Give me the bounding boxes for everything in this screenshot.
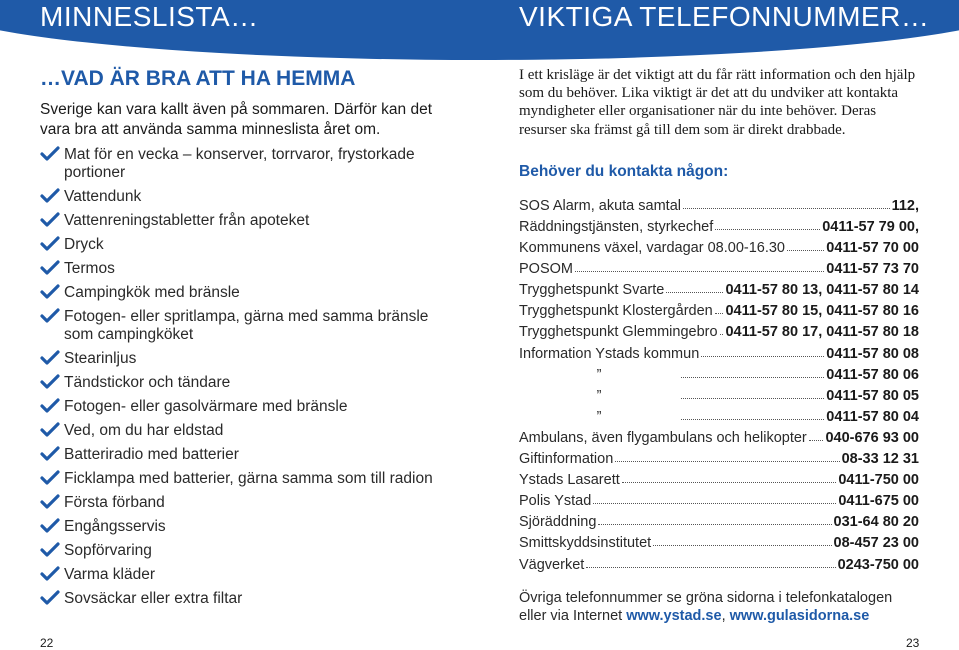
contact-name: ” bbox=[596, 408, 602, 425]
checklist-item-label: Dryck bbox=[64, 236, 104, 253]
checklist-item-label: Mat för en vecka – konserver, torrvaror, frystorkade portioner bbox=[64, 146, 415, 181]
checkmark-icon bbox=[40, 518, 62, 536]
checklist-item-label: Vattenreningstabletter från apoteket bbox=[64, 212, 310, 229]
checklist-item-label: Fotogen- eller gasolvärmare med bränsle bbox=[64, 398, 348, 415]
checklist-item-label: Ved, om du har eldstad bbox=[64, 422, 224, 439]
dot-leader bbox=[681, 377, 824, 378]
checklist-item bbox=[40, 146, 460, 182]
dot-leader bbox=[787, 250, 824, 251]
gulasidorna-link[interactable]: www.gulasidorna.se bbox=[729, 607, 870, 624]
phone-row bbox=[519, 277, 919, 298]
checklist-item bbox=[40, 398, 460, 416]
phone-row bbox=[519, 298, 919, 319]
checklist-item-label: Sovsäckar eller extra filtar bbox=[64, 590, 243, 607]
checklist-item bbox=[40, 260, 460, 278]
phone-row bbox=[519, 467, 919, 488]
checklist-item bbox=[40, 188, 460, 206]
phone-list bbox=[519, 193, 919, 573]
checkmark-icon bbox=[40, 308, 62, 326]
checkmark-icon bbox=[40, 284, 62, 302]
ystad-link[interactable]: www.ystad.se bbox=[626, 607, 722, 624]
checkmark-icon bbox=[40, 260, 62, 278]
checklist-item bbox=[40, 590, 460, 608]
contact-name: Kommunens växel, vardagar 08.00-16.30 bbox=[519, 240, 785, 257]
checkmark-icon bbox=[40, 398, 62, 416]
phone-number: 0411-675 00 bbox=[838, 493, 919, 510]
dot-leader bbox=[681, 398, 824, 399]
phone-row bbox=[519, 530, 919, 551]
phone-row bbox=[519, 214, 919, 235]
dot-leader bbox=[575, 271, 824, 272]
contact-name: POSOM bbox=[519, 261, 573, 278]
checklist-item bbox=[40, 542, 460, 560]
checklist-item-label: Termos bbox=[64, 260, 115, 277]
checklist-heading: …VAD ÄR BRA ATT HA HEMMA bbox=[40, 67, 356, 90]
phone-number: 0411-57 80 05 bbox=[826, 387, 919, 404]
checklist-item bbox=[40, 374, 460, 392]
checklist-item bbox=[40, 236, 460, 254]
dot-leader bbox=[586, 567, 835, 568]
phone-row bbox=[519, 383, 919, 404]
phone-number: 0411-57 80 08 bbox=[826, 345, 919, 362]
phone-number: 0411-57 79 00, bbox=[822, 219, 919, 235]
phone-row bbox=[519, 509, 919, 530]
phone-row bbox=[519, 551, 919, 572]
checklist-item-label: Varma kläder bbox=[64, 566, 156, 583]
dot-leader bbox=[615, 461, 839, 462]
checklist-item bbox=[40, 470, 460, 488]
checklist-item-label: Batteriradio med batterier bbox=[64, 446, 239, 463]
checklist-item bbox=[40, 446, 460, 464]
checklist-item-label: Stearinljus bbox=[64, 350, 137, 367]
contact-name: Ambulans, även flygambulans och helikopter bbox=[519, 429, 807, 446]
checklist-item bbox=[40, 566, 460, 584]
checkmark-icon bbox=[40, 470, 62, 488]
dot-leader bbox=[622, 482, 837, 483]
right-page-title: VIKTIGA TELEFONNUMMER… bbox=[519, 1, 930, 32]
phone-number: 0411-57 80 04 bbox=[826, 408, 919, 425]
checklist-item bbox=[40, 494, 460, 512]
page-number-right: 23 bbox=[906, 636, 920, 650]
phone-row bbox=[519, 362, 919, 383]
checklist-item-label: Vattendunk bbox=[64, 188, 142, 205]
checklist-item bbox=[40, 212, 460, 230]
phone-number: 0243-750 00 bbox=[837, 556, 919, 573]
checkmark-icon bbox=[40, 350, 62, 368]
checkmark-icon bbox=[40, 566, 62, 584]
dot-leader bbox=[681, 419, 824, 420]
dot-leader bbox=[653, 545, 831, 546]
contact-name: SOS Alarm, akuta samtal bbox=[519, 197, 681, 214]
other-numbers-note bbox=[519, 589, 919, 625]
phone-intro: I ett krisläge är det viktigt att du får rätt information och den hjälp som du behöver. Lika viktigt är det att du undviker att kontakta myndigheter eller organisationer när du inte behöver. Deras resurser ska främst gå till dem som är direkt drabbade. bbox=[519, 67, 916, 138]
contact-name: Sjöräddning bbox=[519, 514, 597, 531]
phone-row bbox=[519, 256, 919, 277]
checklist-item bbox=[40, 350, 460, 368]
phone-row bbox=[519, 235, 919, 256]
dot-leader bbox=[593, 503, 836, 504]
contact-name: Polis Ystad bbox=[519, 493, 592, 510]
checkmark-icon bbox=[40, 446, 62, 464]
other-numbers-text: Övriga telefonnummer se gröna sidorna i telefonkatalogen eller via Internet bbox=[519, 589, 893, 624]
phone-number: 112, bbox=[891, 197, 919, 214]
contact-name: ” bbox=[596, 387, 602, 404]
phone-row bbox=[519, 340, 919, 361]
contact-name: ” bbox=[596, 366, 602, 383]
phone-number: 040-676 93 00 bbox=[825, 429, 919, 446]
phone-column bbox=[519, 66, 919, 625]
dot-leader bbox=[720, 334, 724, 335]
dot-leader bbox=[598, 524, 831, 525]
phone-number: 031-64 80 20 bbox=[833, 514, 919, 531]
contact-name: Ystads Lasarett bbox=[519, 472, 620, 489]
checklist-item-label: Campingkök med bränsle bbox=[64, 284, 240, 301]
contact-name: Vägverket bbox=[519, 556, 585, 573]
link-separator: , bbox=[721, 607, 726, 624]
phone-number: 0411-57 70 00 bbox=[826, 240, 919, 257]
checklist-item bbox=[40, 308, 460, 344]
contact-name: Information Ystads kommun bbox=[519, 345, 700, 362]
checkmark-icon bbox=[40, 212, 62, 230]
left-page-title: MINNESLISTA… bbox=[40, 1, 259, 32]
phone-number: 0411-57 73 70 bbox=[826, 261, 919, 278]
phone-row bbox=[519, 193, 919, 214]
phone-row bbox=[519, 404, 919, 425]
checkmark-icon bbox=[40, 494, 62, 512]
dot-leader bbox=[715, 229, 820, 230]
checklist-item bbox=[40, 284, 460, 302]
phone-number: 08-457 23 00 bbox=[833, 535, 919, 552]
checkmark-icon bbox=[40, 590, 62, 608]
checklist-item-label: Fotogen- eller spritlampa, gärna med samma bränsle som campingköket bbox=[64, 308, 429, 343]
checklist-item-label: Ficklampa med batterier, gärna samma som till radion bbox=[64, 470, 433, 487]
contact-name: Trygghetspunkt Glemmingebro bbox=[519, 324, 718, 341]
phone-row bbox=[519, 488, 919, 509]
checklist bbox=[40, 146, 460, 608]
checklist-intro: Sverige kan vara kallt även på sommaren. Därför kan det vara bra att använda samma minneslista året om. bbox=[40, 101, 432, 138]
phone-row bbox=[519, 446, 919, 467]
contact-heading: Behöver du kontakta någon: bbox=[519, 162, 729, 180]
dot-leader bbox=[701, 356, 824, 357]
phone-number: 0411-57 80 15, 0411-57 80 16 bbox=[725, 303, 919, 320]
checklist-item-label: Engångsservis bbox=[64, 518, 166, 535]
checklist-item bbox=[40, 518, 460, 536]
phone-number: 0411-57 80 13, 0411-57 80 14 bbox=[725, 282, 919, 299]
checklist-column bbox=[40, 66, 460, 614]
contact-name: Trygghetspunkt Klostergården bbox=[519, 303, 713, 320]
phone-row bbox=[519, 319, 919, 340]
phone-number: 08-33 12 31 bbox=[841, 451, 919, 468]
contact-name: Trygghetspunkt Svarte bbox=[519, 282, 665, 299]
checkmark-icon bbox=[40, 422, 62, 440]
checkmark-icon bbox=[40, 236, 62, 254]
contact-name: Smittskyddsinstitutet bbox=[519, 535, 652, 552]
checklist-item-label: Tändstickor och tändare bbox=[64, 374, 231, 391]
phone-number: 0411-57 80 17, 0411-57 80 18 bbox=[725, 324, 919, 341]
checklist-item-label: Första förband bbox=[64, 494, 165, 511]
contact-name: Giftinformation bbox=[519, 451, 614, 468]
contact-name: Räddningstjänsten, styrkechef bbox=[519, 219, 714, 235]
dot-leader bbox=[809, 440, 824, 441]
phone-number: 0411-750 00 bbox=[838, 472, 919, 489]
phone-number: 0411-57 80 06 bbox=[826, 366, 919, 383]
phone-row bbox=[519, 425, 919, 446]
dot-leader bbox=[666, 292, 723, 293]
checkmark-icon bbox=[40, 542, 62, 560]
checkmark-icon bbox=[40, 374, 62, 392]
dot-leader bbox=[715, 313, 724, 314]
dot-leader bbox=[683, 208, 890, 209]
checklist-item-label: Sopförvaring bbox=[64, 542, 152, 559]
page-number-left: 22 bbox=[40, 636, 54, 650]
checklist-item bbox=[40, 422, 460, 440]
checkmark-icon bbox=[40, 146, 62, 164]
checkmark-icon bbox=[40, 188, 62, 206]
